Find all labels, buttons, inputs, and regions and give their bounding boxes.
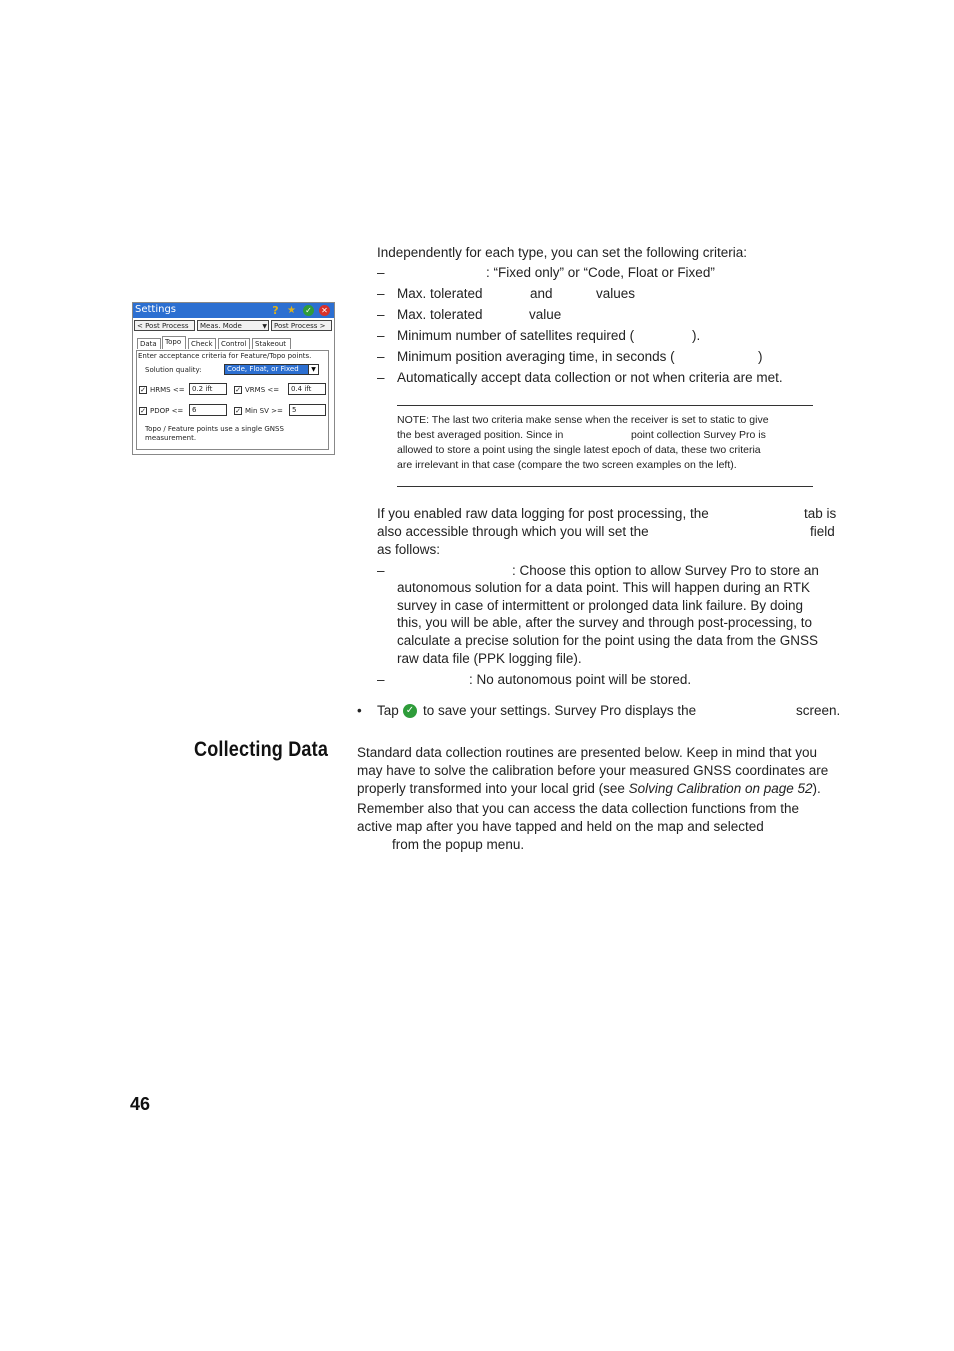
postproc-line-2b: field	[810, 524, 835, 539]
postproc-line-2a: also accessible through which you will set the	[377, 524, 649, 539]
postproc-opt1-c: survey in case of intermittent or prolonged data link failure. By doing	[397, 598, 803, 613]
bullet-marker: •	[357, 703, 362, 718]
tab-topo[interactable]: Topo	[162, 336, 186, 349]
criteria-item-4b: ).	[692, 328, 701, 343]
solution-quality-value: Code, Float, or Fixed	[227, 365, 299, 373]
note-line-2b: point collection Survey Pro is	[631, 429, 766, 441]
dash-marker: –	[377, 265, 385, 280]
section-para-3c: ).	[812, 781, 821, 796]
postproc-opt1-d: this, you will be able, after the survey and through post-processing, to	[397, 615, 812, 630]
solution-quality-select[interactable]	[224, 364, 319, 375]
hrms-checkbox[interactable]: ✓	[140, 386, 146, 394]
criteria-item-4a: Minimum number of satellites required (	[397, 328, 635, 343]
dash-marker: –	[377, 563, 385, 578]
postproc-opt1-a: : Choose this option to allow Survey Pro to store an	[512, 563, 819, 578]
criteria-item-3b: value	[529, 307, 562, 322]
close-icon[interactable]: ✕	[319, 305, 330, 316]
postproc-line-3: as follows:	[377, 542, 441, 557]
min-sv-input[interactable]: 5	[289, 404, 326, 416]
settings-screenshot	[132, 302, 335, 455]
tap-text-b: to save your settings. Survey Pro displays the	[423, 703, 697, 718]
vrms-label: VRMS <=	[245, 386, 280, 394]
note-line-1: NOTE: The last two criteria make sense when the receiver is set to static to give	[397, 414, 769, 426]
chevron-down-icon: ▼	[262, 323, 267, 330]
criteria-item-2b: and	[530, 286, 553, 301]
dash-marker: –	[377, 307, 385, 322]
section-para-3a: properly transformed into your local grid (see	[357, 781, 625, 796]
footer-text-1: Topo / Feature points use a single GNSS	[145, 425, 284, 433]
favorite-icon[interactable]: ★	[287, 305, 296, 316]
calibration-link[interactable]: Solving Calibration on page 52	[628, 781, 813, 796]
dash-marker: –	[377, 672, 385, 687]
note-line-2a: the best averaged position. Since in	[397, 429, 564, 441]
note-line-3: allowed to store a point using the single latest epoch of data, these two criteria	[397, 444, 761, 456]
tap-text-a: Tap	[377, 703, 399, 718]
tab-control[interactable]: Control	[218, 338, 250, 349]
dash-marker: –	[377, 349, 385, 364]
section-para-1: Standard data collection routines are presented below. Keep in mind that you	[357, 745, 818, 760]
note-line-4: are irrelevant in that case (compare the two screen examples on the left).	[397, 459, 737, 471]
instruction-text: Enter acceptance criteria for Feature/Topo points.	[138, 352, 312, 360]
pdop-input[interactable]: 6	[189, 404, 227, 416]
tab-check[interactable]: Check	[188, 338, 216, 349]
help-icon[interactable]: ?	[272, 304, 279, 317]
prev-post-process-button[interactable]: < Post Process	[134, 320, 195, 331]
min-sv-checkbox[interactable]: ✓	[235, 407, 241, 415]
note-top-rule	[397, 405, 813, 406]
section-heading: Collecting Data	[194, 738, 329, 761]
section-para-5: active map after you have tapped and held on the map and selected	[357, 819, 764, 834]
postproc-opt1-f: raw data file (PPK logging file).	[397, 651, 582, 666]
hrms-input[interactable]: 0.2 ift	[189, 383, 227, 395]
next-post-process-button[interactable]: Post Process >	[271, 320, 332, 331]
title-bar	[133, 303, 334, 318]
page-number: 46	[130, 1094, 151, 1114]
postproc-opt1-e: calculate a precise solution for the point using the data from the GNSS	[397, 633, 818, 648]
criteria-item-2c: values	[596, 286, 636, 301]
criteria-item-5a: Minimum position averaging time, in seconds (	[397, 349, 675, 364]
criteria-item-6: Automatically accept data collection or not when criteria are met.	[397, 370, 783, 385]
postproc-line-1b: tab is	[804, 506, 837, 521]
section-para-2: may have to solve the calibration before your measured GNSS coordinates are	[357, 763, 829, 778]
footer-text-2: measurement.	[145, 434, 197, 442]
criteria-intro: Independently for each type, you can set the following criteria:	[377, 245, 747, 260]
section-para-3	[357, 780, 821, 798]
chevron-down-icon: ▼	[308, 365, 318, 374]
postproc-line-1a: If you enabled raw data logging for post processing, the	[377, 506, 709, 521]
criteria-item-1: : “Fixed only” or “Code, Float or Fixed”	[486, 265, 715, 280]
vrms-input[interactable]: 0.4 ift	[288, 383, 326, 395]
meas-mode-label: Meas. Mode	[200, 322, 242, 330]
solution-quality-label: Solution quality:	[145, 366, 202, 374]
note-bottom-rule	[397, 486, 813, 487]
dash-marker: –	[377, 286, 385, 301]
dash-marker: –	[377, 370, 385, 385]
hrms-label: HRMS <=	[150, 386, 185, 394]
topo-panel	[136, 350, 329, 450]
pdop-label: PDOP <=	[150, 407, 184, 415]
ok-icon: ✓	[403, 704, 417, 718]
tab-data[interactable]: Data	[137, 338, 161, 349]
ok-icon[interactable]: ✓	[303, 305, 314, 316]
min-sv-label: Min SV >=	[245, 407, 283, 415]
section-para-6: from the popup menu.	[392, 837, 525, 852]
postproc-opt1-b: autonomous solution for a data point. This will happen during an RTK	[397, 580, 811, 595]
tab-stakeout[interactable]: Stakeout	[252, 338, 291, 349]
tap-text-c: screen.	[796, 703, 841, 718]
criteria-item-2a: Max. tolerated	[397, 286, 483, 301]
criteria-item-5b: )	[758, 349, 763, 364]
window-title: Settings	[135, 304, 177, 315]
vrms-checkbox[interactable]: ✓	[235, 386, 241, 394]
dash-marker: –	[377, 328, 385, 343]
postproc-opt2: : No autonomous point will be stored.	[469, 672, 692, 687]
pdop-checkbox[interactable]: ✓	[140, 407, 146, 415]
section-para-4: Remember also that you can access the data collection functions from the	[357, 801, 799, 816]
criteria-item-3a: Max. tolerated	[397, 307, 483, 322]
meas-mode-select[interactable]	[197, 320, 269, 331]
